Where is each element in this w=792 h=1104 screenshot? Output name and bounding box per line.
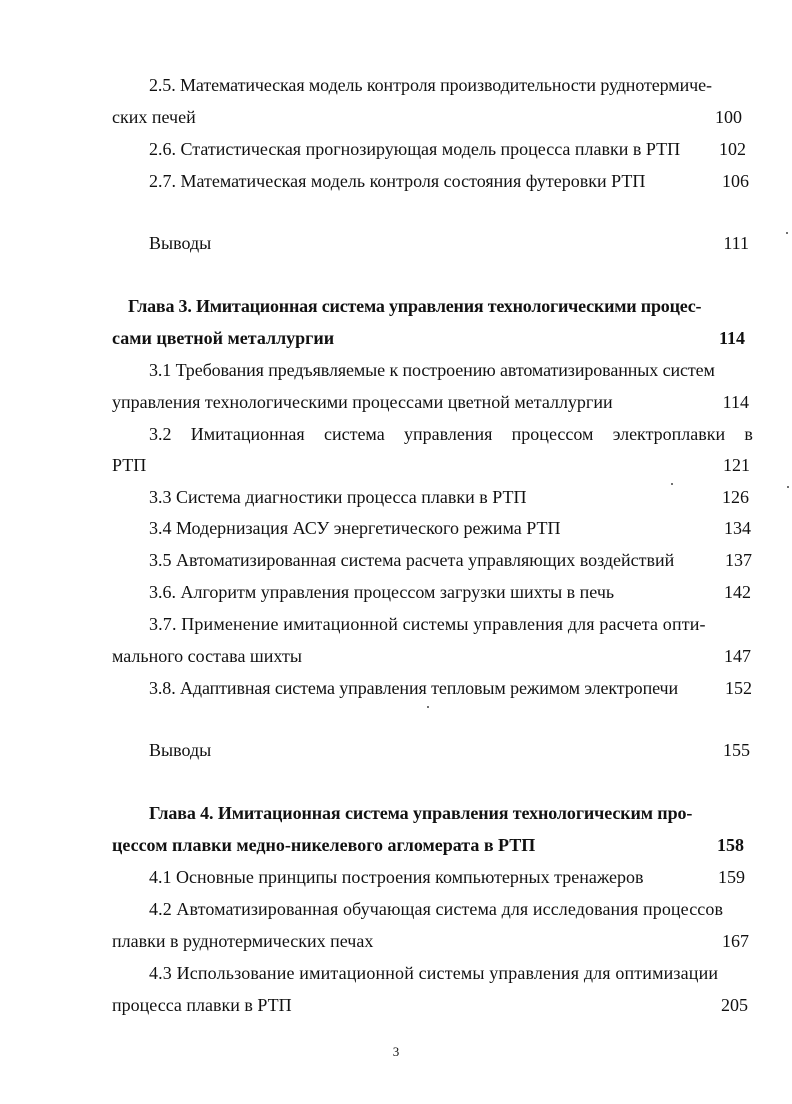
toc-entry-2-6: 2.6. Статистическая прогнозирующая модель процесса плавки в РТП <box>149 139 681 159</box>
toc-entry-4-3-line2: процесса плавки в РТП <box>112 995 292 1015</box>
toc-page-2-6: 102 <box>719 139 746 159</box>
toc-3-2-word: процессом <box>511 424 594 444</box>
toc-entry-3-7-line2: мального состава шихты <box>112 646 302 666</box>
toc-page-chapter-4: 158 <box>717 835 744 855</box>
toc-entry-2-7: 2.7. Математическая модель контроля состояния футеровки РТП <box>149 171 646 191</box>
toc-entry-3-1-line2: управления технологическими процессами цветной металлургии <box>112 392 613 412</box>
scan-speck <box>427 706 429 708</box>
toc-entry-3-4: 3.4 Модернизация АСУ энергетического режима РТП <box>149 518 561 538</box>
toc-chapter-3-line2: сами цветной металлургии <box>112 328 335 348</box>
toc-page-4-2: 167 <box>722 931 749 951</box>
toc-entry-3-7-line1: 3.7. Применение имитационной системы управления для расчета опти- <box>149 614 706 634</box>
toc-entry-2-5-line2: ских печей <box>112 107 196 127</box>
toc-page-3-8: 152 <box>725 678 752 698</box>
toc-page-2-5: 100 <box>715 107 742 127</box>
toc-page-chapter-3: 114 <box>718 328 745 348</box>
toc-page-3-7: 147 <box>724 646 751 666</box>
toc-entry-3-8: 3.8. Адаптивная система управления тепловым режимом электропечи <box>149 678 679 698</box>
toc-chapter-4-line2: цессом плавки медно-никелевого агломерата в РТП <box>112 835 536 855</box>
toc-3-2-word: в <box>744 424 753 444</box>
toc-entry-3-3: 3.3 Система диагностики процесса плавки в РТП <box>149 487 527 507</box>
toc-3-2-word: система <box>323 424 385 444</box>
page-number: 3 <box>392 1044 400 1059</box>
toc-entry-4-1: 4.1 Основные принципы построения компьютерных тренажеров <box>149 867 644 887</box>
scan-speck <box>787 486 789 488</box>
toc-3-2-word: 3.2 <box>149 424 172 444</box>
toc-page-conclusions-ch2: 111 <box>723 233 749 253</box>
toc-3-2-word: электроплавки <box>612 424 726 444</box>
toc-chapter-4-line1: Глава 4. Имитационная система управления технологическим про- <box>149 803 693 823</box>
toc-page-3-3: 126 <box>722 487 749 507</box>
toc-page-4-1: 159 <box>718 867 745 887</box>
toc-entry-2-5-line1: 2.5. Математическая модель контроля производительности руднотермиче- <box>149 75 712 95</box>
toc-page-3-4: 134 <box>724 518 751 538</box>
toc-page-3-2: 121 <box>723 455 750 475</box>
toc-entry-4-2-line2: плавки в руднотермических печах <box>112 931 374 951</box>
toc-page-conclusions-ch3: 155 <box>723 740 750 760</box>
toc-3-2-word: управления <box>403 424 493 444</box>
scan-speck <box>786 232 788 234</box>
toc-page-3-6: 142 <box>724 582 751 602</box>
scan-speck <box>671 483 673 485</box>
toc-chapter-3-line1: Глава 3. Имитационная система управления технологическими процес- <box>128 296 702 316</box>
toc-page-2-7: 106 <box>722 171 749 191</box>
toc-entry-3-5: 3.5 Автоматизированная система расчета управляющих воздействий <box>149 550 675 570</box>
toc-page-3-1: 114 <box>722 392 749 412</box>
toc-conclusions-ch3: Выводы <box>149 740 212 760</box>
toc-entry-3-2-line1 <box>149 423 753 445</box>
toc-page-4-3: 205 <box>721 995 748 1015</box>
toc-3-2-word: Имитационная <box>190 424 305 444</box>
toc-page-3-5: 137 <box>725 550 752 570</box>
toc-entry-3-6: 3.6. Алгоритм управления процессом загрузки шихты в печь <box>149 582 615 602</box>
toc-entry-3-1-line1: 3.1 Требования предъявляемые к построению автоматизированных систем <box>149 360 715 380</box>
toc-conclusions-ch2: Выводы <box>149 233 212 253</box>
toc-entry-4-3-line1: 4.3 Использование имитационной системы управления для оптимизации <box>149 963 719 983</box>
toc-entry-3-2-line2: РТП <box>112 455 147 475</box>
toc-entry-4-2-line1: 4.2 Автоматизированная обучающая система для исследования процессов <box>149 899 724 919</box>
